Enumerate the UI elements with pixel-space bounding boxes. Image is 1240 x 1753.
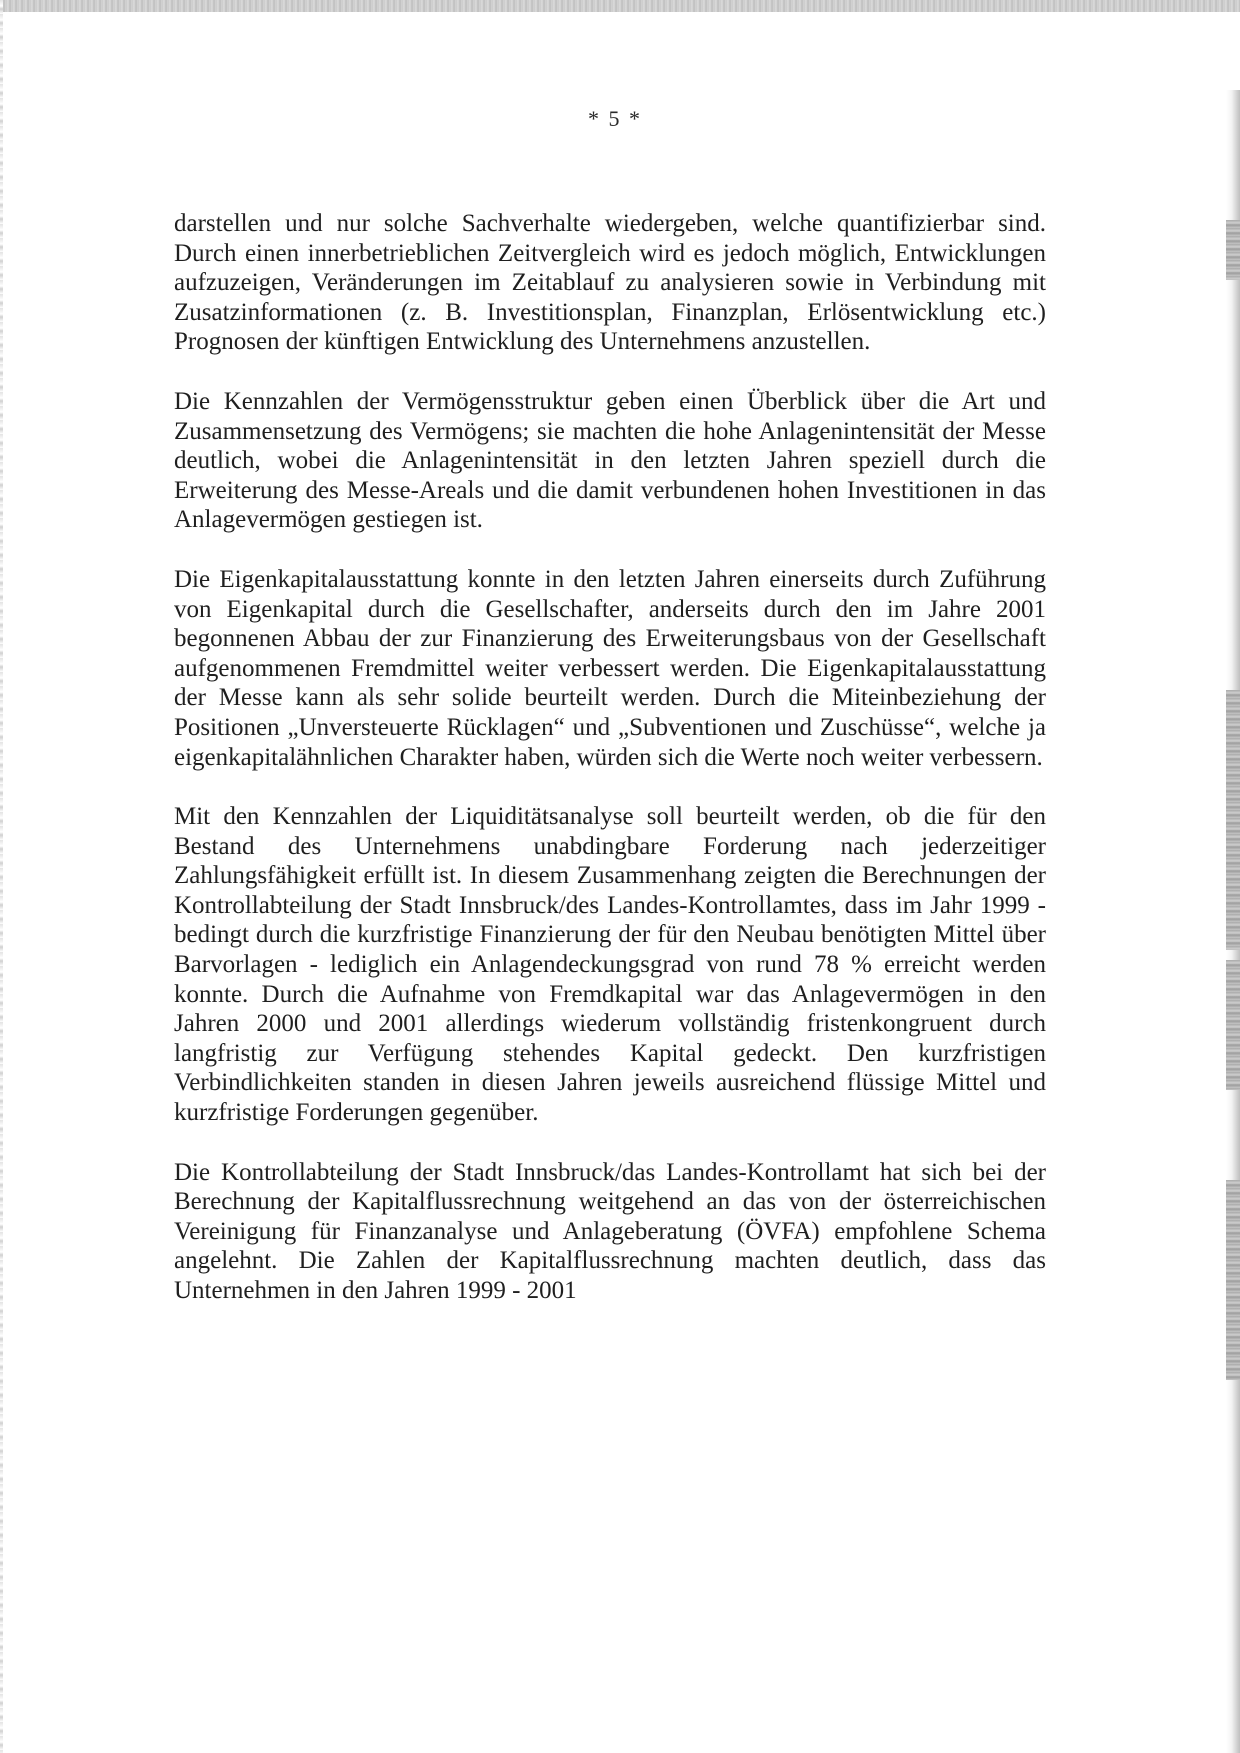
paragraph-intro-continuation: darstellen und nur solche Sachverhalte wiedergeben, welche quantifizierbar sind. Durch einen innerbetrieblichen Zeitvergleich wird es jedoch möglich, Entwicklungen aufzuzeigen, Veränderungen im Zeitablauf zu analysieren sowie in Verbindung mit Zusatzinformationen (z. B. Investitionsplan, Finanzplan, Erlösentwicklung etc.) Prognosen der künftigen Entwicklung des Unternehmens anzustellen.	[174, 210, 1046, 356]
scan-right-edge	[1226, 90, 1240, 1753]
scan-artifact	[1226, 960, 1240, 1090]
scan-artifact	[1226, 690, 1240, 950]
paragraph-kapitalflussrechnung: Die Kontrollabteilung der Stadt Innsbruck/das Landes-Kontrollamt hat sich bei der Berechnung der Kapitalflussrechnung weitgehend an das von der österreichischen Vereinigung für Finanzanalyse und Anlageberatung (ÖVFA) empfohlene Schema angelehnt. Die Zahlen der Kapitalflussrechnung machten deutlich, dass das Unternehmen in den Jahren 1999 - 2001	[174, 1158, 1046, 1304]
scan-artifact	[1226, 1180, 1240, 1380]
page-number: * 5 *	[588, 106, 642, 131]
paragraph-liquiditaetsanalyse: Mit den Kennzahlen der Liquiditätsanalyse soll beurteilt werden, ob die für den Bestand des Unternehmens unabdingbare Forderung nach jederzeitiger Zahlungsfähigkeit erfüllt ist. In diesem Zusammenhang zeigten die Berechnungen der Kontrollabteilung der Stadt Innsbruck/des Landes-Kontrollamtes, dass im Jahr 1999 - bedingt durch die kurzfristige Finanzierung der für den Neubau benötigten Mittel über Barvorlagen - lediglich ein Anlagendeckungsgrad von rund 78 % erreicht werden konnte. Durch die Aufnahme von Fremdkapital war das Anlagevermögen in den Jahren 2000 und 2001 allerdings wiederum vollständig fristenkongruent durch langfristig zur Verfügung stehendes Kapital gedeckt. Den kurzfristigen Verbindlichkeiten standen in diesen Jahren jeweils ausreichend flüssige Mittel und kurzfristige Forderungen gegenüber.	[174, 803, 1046, 1127]
scan-left-edge	[0, 0, 3, 1753]
paragraph-eigenkapitalausstattung: Die Eigenkapitalausstattung konnte in den letzten Jahren einerseits durch Zuführung von Eigenkapital durch die Gesellschafter, anderseits durch den im Jahre 2001 begonnenen Abbau der zur Finanzierung des Erweiterungsbaus von der Gesellschaft aufgenommenen Fremdmittel weiter verbessert werden. Die Eigenkapitalausstattung der Messe kann als sehr solide beurteilt werden. Durch die Miteinbeziehung der Positionen „Unversteuerte Rücklagen“ und „Subventionen und Zuschüsse“, welche ja eigenkapitalähnlichen Charakter haben, würden sich die Werte noch weiter verbessern.	[174, 565, 1046, 771]
document-body	[174, 209, 1046, 1336]
scan-top-edge	[0, 0, 1240, 12]
paragraph-vermoegensstruktur: Die Kennzahlen der Vermögensstruktur geben einen Überblick über die Art und Zusammensetzung des Vermögens; sie machten die hohe Anlagenintensität der Messe deutlich, wobei die Anlagenintensität in den letzten Jahren speziell durch die Erweiterung des Messe-Areals und die damit verbundenen hohen Investitionen in das Anlagevermögen gestiegen ist.	[174, 387, 1046, 534]
scan-artifact	[1226, 220, 1240, 280]
